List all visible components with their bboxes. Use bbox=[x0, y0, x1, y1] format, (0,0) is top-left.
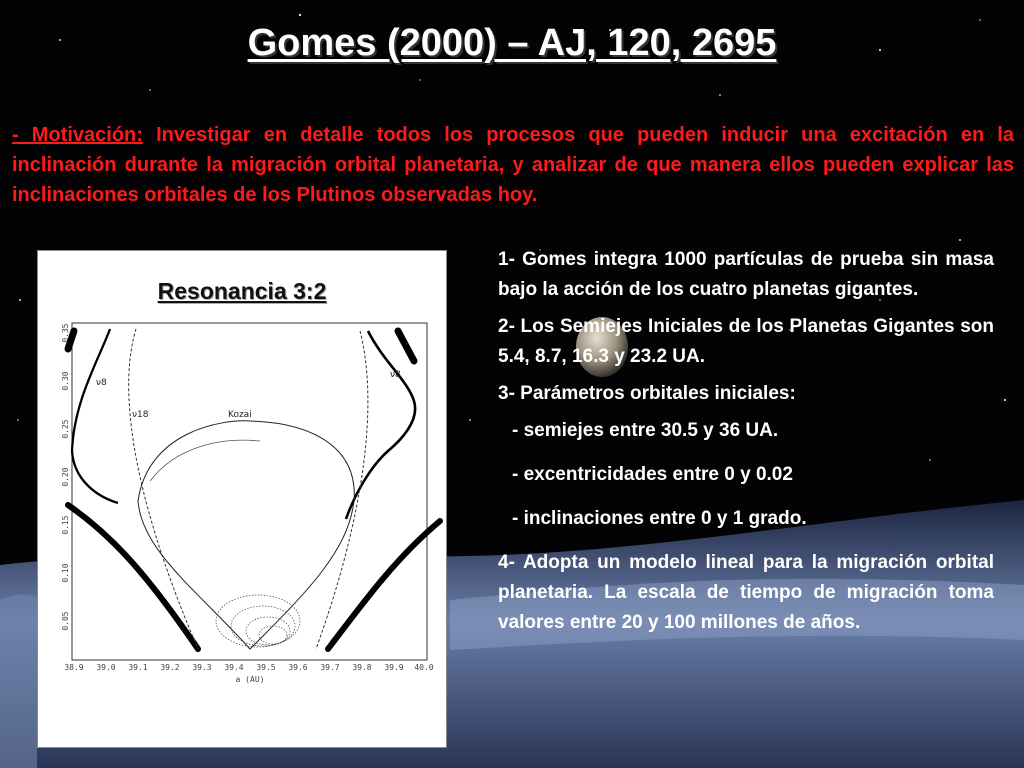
y-tick: 0.15 bbox=[61, 515, 70, 535]
y-tick: 0.30 bbox=[61, 371, 70, 391]
x-axis-ticks bbox=[64, 663, 433, 684]
y-tick: 0.10 bbox=[61, 563, 70, 583]
motivation-paragraph bbox=[12, 120, 1014, 210]
x-tick: 38.9 bbox=[64, 663, 84, 672]
y-tick: 0.05 bbox=[61, 611, 70, 631]
x-tick: 39.2 bbox=[160, 663, 180, 672]
x-tick: 39.0 bbox=[96, 663, 116, 672]
label-kozai: Kozai bbox=[228, 410, 252, 420]
list-item: 3- Parámetros orbitales iniciales: bbox=[498, 383, 796, 404]
x-axis-label: a (AU) bbox=[235, 675, 265, 684]
label-nu8-right: ν8 bbox=[390, 370, 401, 380]
list-item: - excentricidades entre 0 y 0.02 bbox=[512, 464, 793, 485]
y-axis-ticks bbox=[61, 323, 70, 630]
x-tick: 39.6 bbox=[288, 663, 308, 672]
list-item: 2- Los Semiejes Iniciales de los Planetas Gigantes son 5.4, 8.7, 16.3 y 23.2 UA. bbox=[498, 316, 994, 367]
x-tick: 39.5 bbox=[256, 663, 276, 672]
list-item: - inclinaciones entre 0 y 1 grado. bbox=[512, 508, 807, 529]
x-tick: 39.9 bbox=[384, 663, 404, 672]
resonance-plot bbox=[38, 251, 446, 747]
resonance-figure bbox=[37, 250, 447, 748]
x-tick: 39.1 bbox=[128, 663, 148, 672]
bullet-list bbox=[498, 245, 994, 645]
list-item: 1- Gomes integra 1000 partículas de prueba sin masa bajo la acción de los cuatro planetas gigantes. bbox=[498, 249, 994, 300]
y-tick: 0.25 bbox=[61, 419, 70, 439]
x-tick: 39.7 bbox=[320, 663, 340, 672]
x-tick: 39.4 bbox=[224, 663, 244, 672]
slide-title: Gomes (2000) – AJ, 120, 2695 bbox=[247, 22, 777, 64]
label-nu8-left: ν8 bbox=[96, 378, 107, 388]
x-tick: 40.0 bbox=[414, 663, 434, 672]
figure-caption: Resonancia 3:2 bbox=[157, 278, 327, 304]
list-item: 4- Adopta un modelo lineal para la migración orbital planetaria. La escala de tiempo de migración toma valores entre 20 y 100 millones de años. bbox=[498, 552, 994, 633]
y-tick: 0.35 bbox=[61, 323, 70, 343]
x-tick: 39.8 bbox=[352, 663, 372, 672]
y-tick: 0.20 bbox=[61, 467, 70, 487]
x-tick: 39.3 bbox=[192, 663, 212, 672]
list-item: - semiejes entre 30.5 y 36 UA. bbox=[512, 420, 779, 441]
label-nu18: ν18 bbox=[132, 410, 149, 420]
motivation-text: Investigar en detalle todos los procesos que pueden inducir una excitación en la inclinación durante la migración orbital planetaria, y analizar de que manera ellos pueden explicar las inclinaciones orbitales de los Plutinos observadas hoy. bbox=[12, 124, 1014, 206]
motivation-label: - Motivación: bbox=[12, 124, 143, 146]
